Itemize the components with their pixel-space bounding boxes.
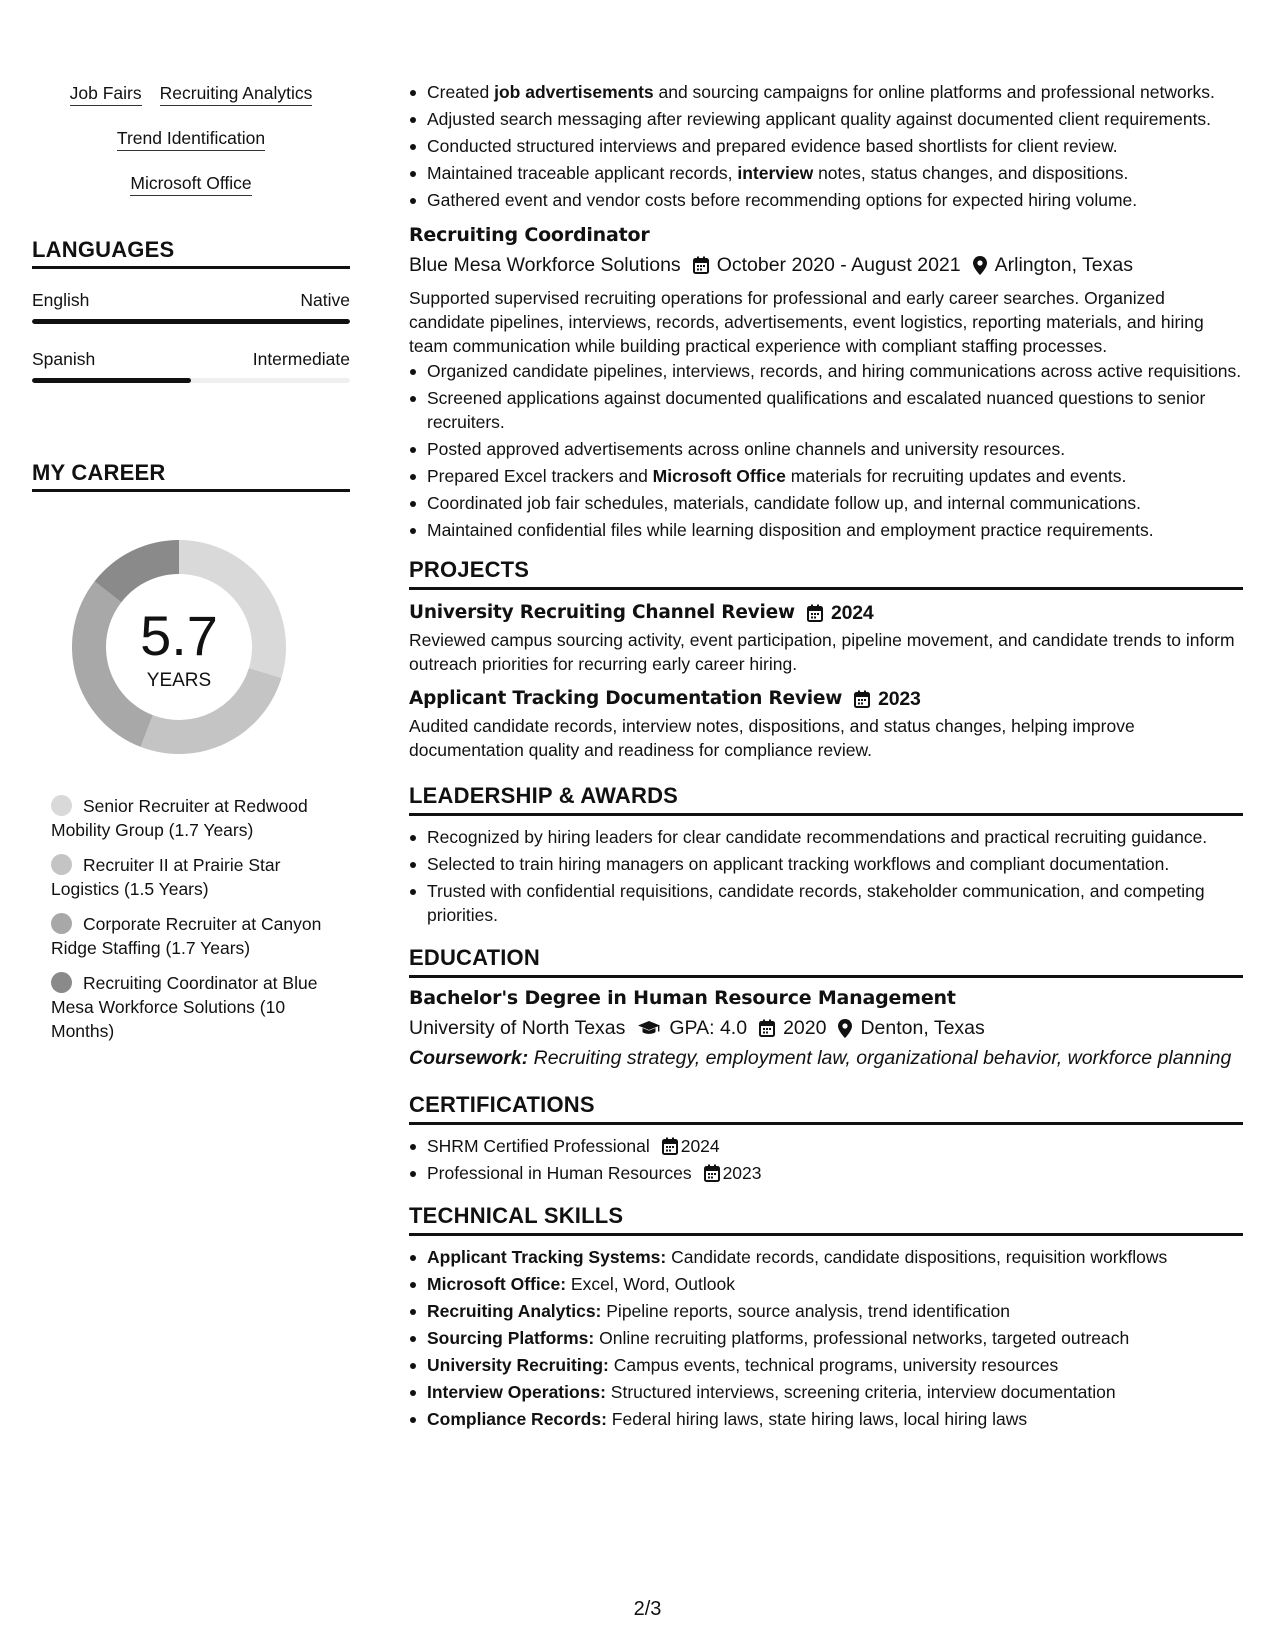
technical-skills-heading: TECHNICAL SKILLS	[409, 1202, 1243, 1236]
career-legend-item	[51, 794, 331, 842]
career-heading: MY CAREER	[32, 459, 350, 492]
language-bar-fill	[32, 378, 191, 383]
language-item	[32, 289, 350, 324]
career-legend-label: Senior Recruiter at Redwood Mobility Group (1.7 Years)	[51, 796, 308, 840]
education-gpa: GPA: 4.0	[669, 1017, 748, 1039]
bullet-text: Maintained traceable applicant records,	[427, 163, 738, 183]
leadership-bullets	[409, 825, 1243, 927]
language-name: Spanish	[32, 349, 96, 369]
education-meta	[409, 1014, 1243, 1042]
certification-year: 2024	[680, 1136, 720, 1156]
education-heading: EDUCATION	[409, 944, 1243, 978]
career-legend-item	[51, 912, 331, 960]
certification-item	[409, 1134, 1243, 1158]
location-pin-icon	[838, 1019, 852, 1038]
language-level: Native	[300, 290, 350, 310]
bullet-item: Trusted with confidential requisitions, candidate records, stakeholder communication, and competing priorities.	[409, 879, 1243, 927]
language-bar	[32, 378, 350, 383]
calendar-icon	[693, 256, 709, 274]
skill-tag: Recruiting Analytics	[160, 82, 313, 106]
skill-row	[32, 127, 350, 151]
technical-skill-item	[409, 1380, 1243, 1404]
certification-line	[427, 1161, 762, 1185]
career-legend-dot	[51, 913, 72, 934]
bullet-item	[409, 188, 1243, 212]
technical-skill-value: Pipeline reports, source analysis, trend identification	[601, 1301, 1010, 1321]
bullet-text: notes, status changes, and dispositions.	[813, 163, 1129, 183]
coursework-text: Recruiting strategy, employment law, organizational behavior, workforce planning	[528, 1047, 1232, 1069]
bullet-item	[409, 491, 1243, 515]
certification-year: 2023	[722, 1163, 762, 1183]
technical-skill-label: Microsoft Office:	[427, 1274, 567, 1294]
coursework-label: Coursework:	[409, 1047, 529, 1069]
career-legend-item	[51, 971, 331, 1043]
bullet-text: Prepared Excel trackers and	[427, 466, 653, 486]
location-pin-icon	[973, 256, 987, 275]
technical-skill-value: Federal hiring laws, state hiring laws, local hiring laws	[606, 1409, 1028, 1429]
bullet-text: Gathered event and vendor costs before recommending options for expected hiring volume.	[427, 190, 1138, 210]
bullet-text: Organized candidate pipelines, interviews, records, and hiring communications across active requisitions.	[427, 361, 1242, 381]
technical-skill-value: Campus events, technical programs, university resources	[608, 1355, 1059, 1375]
career-legend	[51, 794, 331, 1043]
graduation-cap-icon	[637, 1020, 661, 1036]
career-legend-item	[51, 853, 331, 901]
certification-list	[409, 1134, 1243, 1185]
education-degree: Bachelor's Degree in Human Resource Management	[409, 987, 956, 1009]
certification-name: SHRM Certified Professional	[427, 1136, 650, 1156]
project-year: 2024	[830, 602, 874, 624]
project-item	[409, 600, 1243, 676]
bullet-text: Created	[427, 82, 495, 102]
job-location: Arlington, Texas	[994, 254, 1133, 276]
bullet-text: and sourcing campaigns for online platforms and professional networks.	[653, 82, 1215, 102]
career-donut-chart	[66, 534, 292, 760]
certification-name: Professional in Human Resources	[427, 1163, 692, 1183]
certification-item	[409, 1161, 1243, 1185]
career-legend-label: Recruiting Coordinator at Blue Mesa Workforce Solutions (10 Months)	[51, 973, 318, 1041]
bullet-text: Adjusted search messaging after reviewing applicant quality against documented client requirements.	[427, 109, 1212, 129]
technical-skill-item	[409, 1353, 1243, 1377]
project-title: University Recruiting Channel Review	[409, 602, 795, 623]
technical-skill-item	[409, 1272, 1243, 1296]
bullet-emphasis: job advertisements	[494, 82, 654, 102]
career-section	[32, 459, 350, 1043]
language-level: Intermediate	[252, 349, 350, 369]
calendar-icon	[807, 604, 823, 622]
calendar-icon	[662, 1137, 678, 1155]
bullet-item	[409, 437, 1243, 461]
career-legend-dot	[51, 795, 72, 816]
bullet-item	[409, 107, 1243, 131]
career-total-unit: YEARS	[146, 670, 212, 691]
technical-skill-label: Recruiting Analytics:	[427, 1301, 602, 1321]
certification-line	[427, 1134, 720, 1158]
job-bullets	[409, 359, 1243, 542]
project-title: Applicant Tracking Documentation Review	[409, 688, 843, 709]
technical-skill-value: Structured interviews, screening criteria, interview documentation	[605, 1382, 1116, 1402]
career-legend-dot	[51, 854, 72, 875]
education-location: Denton, Texas	[860, 1017, 985, 1039]
technical-skill-value: Candidate records, candidate dispositions, requisition workflows	[666, 1247, 1168, 1267]
projects-heading: PROJECTS	[409, 556, 1243, 590]
skill-tags	[32, 82, 350, 196]
bullet-text: Screened applications against documented qualifications and escalated nuanced questions to senior recruiters.	[427, 388, 1206, 432]
experience-bullets	[409, 80, 1243, 212]
technical-skill-label: Compliance Records:	[427, 1409, 607, 1429]
language-name: English	[32, 290, 90, 310]
project-item	[409, 686, 1243, 762]
technical-skills-list	[409, 1245, 1243, 1431]
bullet-item	[409, 359, 1243, 383]
bullet-emphasis: Microsoft Office	[652, 466, 786, 486]
language-item	[32, 348, 350, 383]
bullet-text: Coordinated job fair schedules, materials, candidate follow up, and internal communications.	[427, 493, 1142, 513]
technical-skill-label: Interview Operations:	[427, 1382, 606, 1402]
bullet-text: Maintained confidential files while learning disposition and employment practice requirements.	[427, 520, 1154, 540]
skill-row	[32, 82, 350, 106]
education-year: 2020	[783, 1017, 827, 1039]
bullet-emphasis: interview	[737, 163, 814, 183]
bullet-item: Selected to train hiring managers on applicant tracking workflows and compliant documentation.	[409, 852, 1243, 876]
job-company: Blue Mesa Workforce Solutions	[409, 254, 681, 276]
bullet-text: Conducted structured interviews and prepared evidence based shortlists for client review.	[427, 136, 1118, 156]
technical-skill-item	[409, 1245, 1243, 1269]
technical-skill-value: Online recruiting platforms, professional networks, targeted outreach	[594, 1328, 1130, 1348]
bullet-item	[409, 464, 1243, 488]
certifications-heading: CERTIFICATIONS	[409, 1091, 1243, 1125]
career-legend-label: Corporate Recruiter at Canyon Ridge Staffing (1.7 Years)	[51, 914, 322, 958]
page-number: 2/3	[633, 1598, 662, 1620]
job-meta	[409, 251, 1243, 279]
project-description: Audited candidate records, interview notes, dispositions, and status changes, helping improve documentation quality and readiness for compliance review.	[409, 716, 1135, 760]
project-description: Reviewed campus sourcing activity, event participation, pipeline movement, and candidate trends to inform outreach priorities for recurring early career hiring.	[409, 630, 1235, 674]
skill-tag: Job Fairs	[70, 82, 142, 106]
skill-tag: Trend Identification	[117, 127, 265, 151]
languages-section	[32, 236, 350, 383]
sidebar	[32, 82, 350, 1054]
career-total-value: 5.7	[140, 604, 218, 667]
technical-skill-label: Sourcing Platforms:	[427, 1328, 595, 1348]
career-legend-dot	[51, 972, 72, 993]
technical-skill-item	[409, 1326, 1243, 1350]
bullet-item	[409, 386, 1243, 434]
language-bar-fill	[32, 319, 350, 324]
bullet-item	[409, 134, 1243, 158]
languages-heading: LANGUAGES	[32, 236, 350, 269]
bullet-item	[409, 80, 1243, 104]
bullet-item	[409, 161, 1243, 185]
main-content	[409, 80, 1243, 1434]
skill-row	[32, 172, 350, 196]
job-title: Recruiting Coordinator	[409, 224, 650, 246]
bullet-item	[409, 518, 1243, 542]
technical-skill-item	[409, 1407, 1243, 1431]
job-dates: October 2020 - August 2021	[716, 254, 961, 276]
bullet-item: Recognized by hiring leaders for clear candidate recommendations and practical recruiting guidance.	[409, 825, 1243, 849]
job-summary: Supported supervised recruiting operations for professional and early career searches. Organized candidate pipelines, interviews, records, advertisements, event logistics, reporting materials, and hiring team communication while building practical experience with compliant staffing processes.	[409, 288, 1204, 356]
education-coursework	[409, 1046, 1243, 1071]
skill-tag: Microsoft Office	[130, 172, 251, 196]
technical-skill-label: University Recruiting:	[427, 1355, 609, 1375]
career-legend-label: Recruiter II at Prairie Star Logistics (1.5 Years)	[51, 855, 281, 899]
leadership-heading: LEADERSHIP & AWARDS	[409, 782, 1243, 816]
bullet-text: materials for recruiting updates and events.	[785, 466, 1127, 486]
calendar-icon	[759, 1019, 775, 1037]
bullet-text: Posted approved advertisements across online channels and university resources.	[427, 439, 1066, 459]
technical-skill-value: Excel, Word, Outlook	[566, 1274, 735, 1294]
education-school: University of North Texas	[409, 1017, 626, 1039]
language-bar	[32, 319, 350, 324]
calendar-icon	[854, 690, 870, 708]
calendar-icon	[704, 1164, 720, 1182]
technical-skill-label: Applicant Tracking Systems:	[427, 1247, 667, 1267]
technical-skill-item	[409, 1299, 1243, 1323]
project-year: 2023	[878, 688, 921, 710]
